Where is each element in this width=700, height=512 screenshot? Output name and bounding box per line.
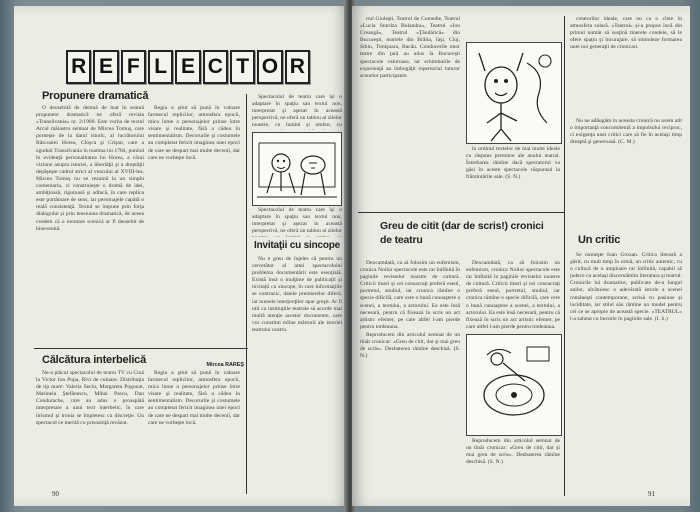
calcatura-text-2: Regia a ştiut să pună în valoare farmecul replicilor, atmosfera epocii, mica lume a personajelor prinse între visare şi realitate, fără a cădea în sentimentalism. Decorurile şi costumele au completat fericit imaginea unei epoci de care ne despart mai multe decenii, dar care ne vorbeşte încă. bbox=[148, 370, 240, 426]
right-col4-mid bbox=[570, 118, 682, 226]
greu-title: Greu de citit (dar de scris!) cronici de teatru bbox=[380, 220, 544, 246]
greu-text: Deocamdată, ca să folosim un eufemism, cronica Noilor spectacole este rar întîlnită în paginile revistelor noastre de cultură. Criticii tineri şi cei consacraţi preferă eseul, portretul, studiul, iar cronica rămîne o specie dificilă, care cere o bună cunoaştere a scenei, a textului, a actorului. Ea este însă necesară, pentru că fixează în scris un act artistic efemer, pe care altfel l-am pierde pentru totdeauna. bbox=[360, 260, 460, 330]
masthead-letter: E bbox=[175, 50, 200, 84]
page-number-left: 90 bbox=[52, 490, 59, 498]
masthead-letter: L bbox=[148, 50, 173, 84]
calcatura-body-2 bbox=[148, 370, 240, 502]
greu-text-2: Reproducem din articolul semnat de un tînăr cronicar: «Greu de citit, dar şi mai greu de scris». Dezbaterea rămîne deschisă. (S. N.) bbox=[360, 331, 460, 360]
masthead-letter: O bbox=[257, 50, 282, 84]
masthead-letter: C bbox=[203, 50, 228, 84]
masthead-letter: F bbox=[121, 50, 146, 84]
right-column-text: Spectacolul de teatru care îşi o adaptare în spaţiu sau textul nou, interpretat şi aşezat în această perspectivă, ne oferă un tablou al zilelor noastre, cu lumini şi umbre, cu bbox=[252, 94, 342, 129]
greu-text-col2-bottom: Reproducem din articolul semnat de un tînăr cronicar: «Greu de citit, dar şi mai greu de scris». Dezbaterea rămîne deschisă. (S. N.) bbox=[466, 438, 560, 466]
greu-body-col2 bbox=[466, 260, 560, 330]
critic-title: Un critic bbox=[578, 234, 621, 246]
masthead-letter: E bbox=[93, 50, 118, 84]
right-column-mid bbox=[252, 207, 342, 237]
right-col1-top bbox=[360, 16, 460, 208]
invitatii-title: Invitaţii cu sincope bbox=[254, 240, 341, 251]
col1-text: trul Giuleşti, Teatrul de Comedie, Teatrul «Lucia Sturdza Bulandra», Teatrul «Ion Creangă», Teatrul «Ţăndărică» din Bucureşti, teatrele din Brăila, Iaşi, Cluj, Sibiu, Timişoara, Bacău. Conducerile unor teatre din ţară au adus la Bucureşti spectacole valoroase, iar schimburile de experienţă au îmbogăţit repertoriul tuturor scenelor participante. bbox=[360, 16, 460, 79]
propunere-continued bbox=[148, 105, 240, 340]
masthead-letter: R bbox=[66, 50, 91, 84]
cartoon-illustration-right-top bbox=[466, 42, 562, 144]
col2-text: în ordinul textelor de mai multe ideale cu răspuns premiere ale anului teatral. Întrebarea rămîne dacă spectatorul va găsi în aceste spectacole răspunsul la frămîntările sale. (S. N.) bbox=[466, 146, 560, 181]
right-col2 bbox=[466, 146, 560, 206]
col4-text: creatorilor ideale, care nu ca o cînte în atmosfera solară. «Teatrul» şi-a propus încă din primul număr să susţină tinerele condeie, să le ofere spaţiu şi încurajare, să stimuleze formarea unei noi generaţii de cronicari. bbox=[570, 16, 682, 51]
cartoon-drawing-2 bbox=[467, 43, 561, 143]
invitatii-text: Nu e greu de înţeles că pentru un cercetător al artei spectacolului problema documentării este esenţială. Există însă o mulţime de publicaţii şi invitaţii cu sincope, în care informaţiile se contrazic, datele premierelor diferă, iar numele interpreţilor apar greşit. Ar fi util ca instituţiile teatrale să acorde mai multă atenţie acestor documente, care vor constitui mîine mărturii ale istoriei teatrului nostru. bbox=[252, 256, 342, 333]
greu-body-col2-bottom bbox=[466, 438, 560, 498]
masthead-letter: T bbox=[230, 50, 255, 84]
propunere-text-2: Regia a ştiut să pună în valoare farmecul replicilor, atmosfera epocii, mica lume a personajelor prinse între visare şi realitate, fără a cădea în sentimentalism. Decorurile şi costumele au completat fericit imaginea unei epoci de care ne despart mai multe decenii, dar care ne vorbeşte încă. bbox=[148, 105, 240, 161]
cartoon-illustration-left bbox=[252, 132, 342, 206]
calcatura-body bbox=[36, 370, 144, 502]
cartoon-drawing-3 bbox=[467, 335, 561, 435]
propunere-title: Propunere dramatică bbox=[42, 90, 149, 102]
greu-text-col2: Deocamdată, ca să folosim un eufemism, cronica Noilor spectacole este rar întîlnită în paginile revistelor noastre de cultură. Criticii tineri şi cei consacraţi preferă eseul, portretul, studiul, iar cronica rămîne o specie dificilă, care cere o bună cunoaştere a scenei, a textului, a actorului. Ea este însă necesară, pentru că fixează în scris un act artistic efemer, pe care altfel l-am pierde pentru totdeauna. bbox=[466, 260, 560, 330]
invitatii-body bbox=[252, 256, 342, 488]
cartoon-illustration-right-bottom bbox=[466, 334, 562, 436]
column-rule bbox=[246, 94, 247, 494]
right-col4-top bbox=[570, 16, 682, 116]
right-column-top bbox=[252, 94, 342, 130]
right-column-text-2: Spectacolul de teatru care îşi o adaptare în spaţiu sau textul nou, interpretat şi aşezat în această perspectivă, ne oferă un tablou al zilelor bbox=[252, 207, 342, 235]
greu-body bbox=[360, 260, 460, 496]
column-rule-right bbox=[564, 16, 565, 496]
masthead-letter: R bbox=[285, 50, 310, 84]
signature-rares: Mircea RAREŞ bbox=[206, 362, 244, 368]
left-page bbox=[14, 6, 348, 506]
propunere-text: O deosebită de demnă de luat în seamă propunere dramatică ne oferă revista «Transilvania» nr. 2/1988. Este vorba de textul Arcul măiastru semnat de Mircea Tomuș, care porneşte de la datul istoric, al lucrătorului Răscoalei Horea, Cloşca şi Crişan, care a zguduit Transilvania în toamna lui 1784, punînd în evidenţă personalitatea lui Horea, a cărui viziune asupra istoriei, a libertăţii şi a dreptăţii depăşeşte cadrul strict al veacului al XVIII-lea. Mircea Tomuş nu se rezumă la un simplu comentariu, ci construieşte o dramă de idei, ambiţioasă, riguroasă şi adîncă, în care replica este purtătoare de sens, iar personajele capătă o reală consistenţă. Textul se impune prin forţa dialogului şi prin tensiunea dramatică, de aceea credem că o montare scenică ar fi deosebit de binevenită. bbox=[36, 105, 144, 232]
right-page bbox=[352, 6, 690, 506]
cartoon-drawing bbox=[253, 133, 341, 205]
critic-text: Se numeşte Ioan Grozan. Critica literară a găsit, cu mult timp în urmă, un critic autentic, cu o cultură de o amploare rar întîlnită, capabil să judece cu acelaşi discernămînt literatura şi teatrul. Cronicile lui dramatice, publicate de-a lungul anilor, alcătuiesc o adevărată istorie a scenei româneşti contemporane, scrisă cu pasiune şi luciditate, iar stilul său rămîne un model pentru cei ce se apropie de această specie. «TEATRUL» l-a salutat cu bucurie în paginile sale. (I. S.) bbox=[570, 252, 682, 322]
page-number-right: 91 bbox=[648, 490, 655, 498]
reflector-masthead bbox=[66, 50, 310, 84]
calcatura-title: Călcătura interbelică bbox=[42, 354, 147, 366]
critic-body bbox=[570, 252, 682, 492]
propunere-body bbox=[36, 105, 144, 340]
section-divider-right bbox=[358, 212, 564, 213]
section-divider bbox=[34, 348, 248, 349]
col4-text-2: Nu ne adăugăm în aceasta cronică nu avem atît o importanţă concomitentă a impulsului reciproc, ci exigenţa unei critici care să fie în acelaşi timp dreaptă şi generoasă. (C. M.) bbox=[570, 118, 682, 146]
calcatura-text: Ne-a plăcut spectacolul de teatru TV cu Cină la Victor Ion Popa, Rivi de culoare. Distribuţia de tip mare: Valeria Seciu, Margareta Pogonat, Marinela Ştefănescu, Mihai Pascu, Dan Condurache, care au adus o proaspătă interpretare a unui text interbelic, în care lirismul şi ironia se împletesc cu discreţie. Un spectacol ce merită cu prisosinţă revăzut. bbox=[36, 370, 144, 426]
